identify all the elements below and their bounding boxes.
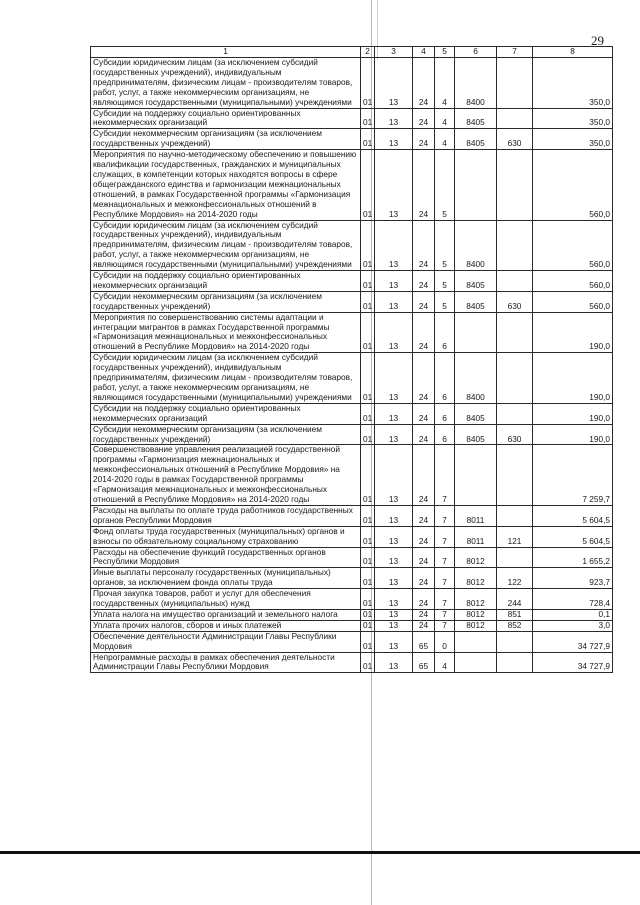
- subprogram-code: 0: [435, 631, 455, 652]
- subsection-code: 13: [375, 620, 413, 631]
- subsection-code: 13: [375, 220, 413, 271]
- subprogram-code: 7: [435, 589, 455, 610]
- column-header: 8: [533, 47, 613, 58]
- table-row: [91, 589, 613, 610]
- expense-type-code: [497, 547, 533, 568]
- subsection-code: 13: [375, 129, 413, 150]
- row-description: Мероприятия по научно-методическому обеспечению и повышению квалификации государственных, гражданских и муниципальных служащих, в компетенции которых находятся вопросы в сфере общегражданского единства и гармонизации межнациональных отношений, в рамках Государственной программы «Гармонизация межнациональных и межконфессиональных отношений в Республике Мордовия» на 2014-2020 годы: [91, 150, 361, 220]
- program-code: 24: [413, 445, 435, 505]
- program-code: 24: [413, 424, 435, 445]
- target-article-code: 8011: [455, 505, 497, 526]
- row-description: Расходы на обеспечение функций государственных органов Республики Мордовия: [91, 547, 361, 568]
- table-row: [91, 403, 613, 424]
- table-row: [91, 631, 613, 652]
- subprogram-code: 6: [435, 312, 455, 353]
- subsection-code: 13: [375, 609, 413, 620]
- amount-cell: 5 604,5: [533, 505, 613, 526]
- expense-type-code: 244: [497, 589, 533, 610]
- section-code: 01: [361, 652, 375, 673]
- subprogram-code: 6: [435, 403, 455, 424]
- target-article-code: 8012: [455, 547, 497, 568]
- target-article-code: [455, 312, 497, 353]
- budget-table: [90, 46, 613, 673]
- amount-cell: 728,4: [533, 589, 613, 610]
- subprogram-code: 4: [435, 129, 455, 150]
- program-code: 24: [413, 312, 435, 353]
- subsection-code: 13: [375, 445, 413, 505]
- amount-cell: 190,0: [533, 353, 613, 404]
- table-row: [91, 424, 613, 445]
- table-row: [91, 526, 613, 547]
- target-article-code: [455, 631, 497, 652]
- row-description: Уплата прочих налогов, сборов и иных платежей: [91, 620, 361, 631]
- section-code: 01: [361, 589, 375, 610]
- subsection-code: 13: [375, 505, 413, 526]
- expense-type-code: 630: [497, 424, 533, 445]
- section-code: 01: [361, 58, 375, 109]
- column-header: 1: [91, 47, 361, 58]
- page-number: 29: [591, 33, 604, 48]
- row-description: Субсидии юридическим лицам (за исключением субсидий государственных учреждений), индивидуальным предпринимателям, физическим лицам - производителям товаров, работ, услуг, а также некоммерческим организациям, не являющимся государственными (муниципальными) учреждениями: [91, 353, 361, 404]
- subprogram-code: 5: [435, 220, 455, 271]
- row-description: Уплата налога на имущество организаций и земельного налога: [91, 609, 361, 620]
- target-article-code: 8012: [455, 609, 497, 620]
- section-code: 01: [361, 424, 375, 445]
- row-description: Совершенствование управления реализацией государственной программы «Гармонизация межнациональных и межконфессиональных отношений в Республике Мордовия» на 2014-2020 годы в рамках Государственной программы «Гармонизация межнациональных и межконфессиональных отношений в Республике Мордовия» на 2014-2020 годы: [91, 445, 361, 505]
- expense-type-code: [497, 312, 533, 353]
- section-code: 01: [361, 271, 375, 292]
- amount-cell: 190,0: [533, 312, 613, 353]
- subsection-code: 13: [375, 58, 413, 109]
- subsection-code: 13: [375, 150, 413, 220]
- subsection-code: 13: [375, 108, 413, 129]
- table-row: [91, 620, 613, 631]
- amount-cell: 350,0: [533, 58, 613, 109]
- section-code: 01: [361, 609, 375, 620]
- amount-cell: 560,0: [533, 150, 613, 220]
- expense-type-code: [497, 271, 533, 292]
- program-code: 24: [413, 547, 435, 568]
- section-code: 01: [361, 220, 375, 271]
- expense-type-code: 852: [497, 620, 533, 631]
- subprogram-code: 7: [435, 609, 455, 620]
- section-code: 01: [361, 403, 375, 424]
- target-article-code: 8405: [455, 271, 497, 292]
- subprogram-code: 4: [435, 108, 455, 129]
- subprogram-code: 7: [435, 568, 455, 589]
- subsection-code: 13: [375, 403, 413, 424]
- target-article-code: 8400: [455, 220, 497, 271]
- row-description: Субсидии юридическим лицам (за исключением субсидий государственных учреждений), индивидуальным предпринимателям, физическим лицам - производителям товаров, работ, услуг, а также некоммерческим организациям, не являющимся государственными (муниципальными) учреждениями: [91, 58, 361, 109]
- row-description: Расходы на выплаты по оплате труда работников государственных органов Республики Мордовия: [91, 505, 361, 526]
- program-code: 24: [413, 589, 435, 610]
- amount-cell: 560,0: [533, 291, 613, 312]
- expense-type-code: [497, 220, 533, 271]
- target-article-code: 8405: [455, 424, 497, 445]
- section-code: 01: [361, 445, 375, 505]
- target-article-code: [455, 445, 497, 505]
- section-code: 01: [361, 291, 375, 312]
- table-row: [91, 445, 613, 505]
- subsection-code: 13: [375, 271, 413, 292]
- subsection-code: 13: [375, 652, 413, 673]
- subprogram-code: 6: [435, 424, 455, 445]
- subprogram-code: 5: [435, 150, 455, 220]
- row-description: Субсидии некоммерческим организациям (за исключением государственных учреждений): [91, 291, 361, 312]
- expense-type-code: 851: [497, 609, 533, 620]
- expense-type-code: 630: [497, 129, 533, 150]
- section-code: 01: [361, 568, 375, 589]
- amount-cell: 350,0: [533, 108, 613, 129]
- row-description: Мероприятия по совершенствованию системы адаптации и интеграции мигрантов в рамках Государственной программы «Гармонизация межнациональных и межконфессиональных отношений в Республике Мордовия» на 2014-2020 годы: [91, 312, 361, 353]
- table-row: [91, 129, 613, 150]
- amount-cell: 923,7: [533, 568, 613, 589]
- subsection-code: 13: [375, 291, 413, 312]
- program-code: 24: [413, 150, 435, 220]
- table-row: [91, 353, 613, 404]
- subsection-code: 13: [375, 353, 413, 404]
- subprogram-code: 6: [435, 353, 455, 404]
- program-code: 24: [413, 609, 435, 620]
- amount-cell: 560,0: [533, 271, 613, 292]
- program-code: 24: [413, 291, 435, 312]
- program-code: 24: [413, 129, 435, 150]
- program-code: 24: [413, 271, 435, 292]
- target-article-code: 8400: [455, 58, 497, 109]
- page-bottom-rule: [0, 851, 640, 854]
- program-code: 65: [413, 652, 435, 673]
- row-description: Иные выплаты персоналу государственных (муниципальных) органов, за исключением фонда оплаты труда: [91, 568, 361, 589]
- amount-cell: 7 259,7: [533, 445, 613, 505]
- table-row: [91, 568, 613, 589]
- row-description: Субсидии на поддержку социально ориентированных некоммерческих организаций: [91, 271, 361, 292]
- expense-type-code: 122: [497, 568, 533, 589]
- target-article-code: 8012: [455, 589, 497, 610]
- subprogram-code: 7: [435, 620, 455, 631]
- subprogram-code: 4: [435, 58, 455, 109]
- table-row: [91, 220, 613, 271]
- table-row: [91, 609, 613, 620]
- subsection-code: 13: [375, 568, 413, 589]
- subsection-code: 13: [375, 589, 413, 610]
- subsection-code: 13: [375, 526, 413, 547]
- table-row: [91, 150, 613, 220]
- amount-cell: 190,0: [533, 424, 613, 445]
- target-article-code: 8405: [455, 129, 497, 150]
- expense-type-code: [497, 58, 533, 109]
- expense-type-code: 121: [497, 526, 533, 547]
- expense-type-code: [497, 631, 533, 652]
- section-code: 01: [361, 312, 375, 353]
- section-code: 01: [361, 505, 375, 526]
- program-code: 24: [413, 353, 435, 404]
- program-code: 24: [413, 620, 435, 631]
- program-code: 24: [413, 108, 435, 129]
- subprogram-code: 7: [435, 547, 455, 568]
- expense-type-code: [497, 353, 533, 404]
- table-header-row: [91, 47, 613, 58]
- column-header: 5: [435, 47, 455, 58]
- subprogram-code: 7: [435, 526, 455, 547]
- table-row: [91, 271, 613, 292]
- program-code: 24: [413, 403, 435, 424]
- target-article-code: 8011: [455, 526, 497, 547]
- column-header: 3: [375, 47, 413, 58]
- section-code: 01: [361, 150, 375, 220]
- table-row: [91, 547, 613, 568]
- subsection-code: 13: [375, 631, 413, 652]
- row-description: Обеспечение деятельности Администрации Главы Республики Мордовия: [91, 631, 361, 652]
- target-article-code: 8012: [455, 620, 497, 631]
- expense-type-code: [497, 505, 533, 526]
- expense-type-code: [497, 445, 533, 505]
- target-article-code: 8405: [455, 108, 497, 129]
- amount-cell: 3,0: [533, 620, 613, 631]
- subprogram-code: 4: [435, 652, 455, 673]
- amount-cell: 190,0: [533, 403, 613, 424]
- amount-cell: 1 655,2: [533, 547, 613, 568]
- target-article-code: 8012: [455, 568, 497, 589]
- program-code: 24: [413, 220, 435, 271]
- row-description: Субсидии некоммерческим организациям (за исключением государственных учреждений): [91, 424, 361, 445]
- program-code: 24: [413, 58, 435, 109]
- column-header: 2: [361, 47, 375, 58]
- table-row: [91, 505, 613, 526]
- amount-cell: 34 727,9: [533, 631, 613, 652]
- amount-cell: 34 727,9: [533, 652, 613, 673]
- row-description: Субсидии на поддержку социально ориентированных некоммерческих организаций: [91, 108, 361, 129]
- target-article-code: 8405: [455, 291, 497, 312]
- subprogram-code: 5: [435, 271, 455, 292]
- expense-type-code: [497, 150, 533, 220]
- subprogram-code: 7: [435, 505, 455, 526]
- table-row: [91, 291, 613, 312]
- row-description: Прочая закупка товаров, работ и услуг для обеспечения государственных (муниципальных) нужд: [91, 589, 361, 610]
- section-code: 01: [361, 547, 375, 568]
- expense-type-code: [497, 652, 533, 673]
- amount-cell: 5 604,5: [533, 526, 613, 547]
- row-description: Непрограммные расходы в рамках обеспечения деятельности Администрации Главы Республики Мордовия: [91, 652, 361, 673]
- table-row: [91, 58, 613, 109]
- row-description: Фонд оплаты труда государственных (муниципальных) органов и взносы по обязательному социальному страхованию: [91, 526, 361, 547]
- column-header: 6: [455, 47, 497, 58]
- section-code: 01: [361, 631, 375, 652]
- expense-type-code: 630: [497, 291, 533, 312]
- program-code: 24: [413, 568, 435, 589]
- program-code: 24: [413, 505, 435, 526]
- column-header: 7: [497, 47, 533, 58]
- subsection-code: 13: [375, 547, 413, 568]
- section-code: 01: [361, 129, 375, 150]
- row-description: Субсидии юридическим лицам (за исключением субсидий государственных учреждений), индивидуальным предпринимателям, физическим лицам - производителям товаров, работ, услуг, а также некоммерческим организациям, не являющимся государственными (муниципальными) учреждениями: [91, 220, 361, 271]
- program-code: 24: [413, 526, 435, 547]
- row-description: Субсидии на поддержку социально ориентированных некоммерческих организаций: [91, 403, 361, 424]
- row-description: Субсидии некоммерческим организациям (за исключением государственных учреждений): [91, 129, 361, 150]
- subsection-code: 13: [375, 312, 413, 353]
- expense-type-code: [497, 403, 533, 424]
- amount-cell: 0,1: [533, 609, 613, 620]
- amount-cell: 560,0: [533, 220, 613, 271]
- table-row: [91, 108, 613, 129]
- target-article-code: [455, 652, 497, 673]
- expense-type-code: [497, 108, 533, 129]
- column-header: 4: [413, 47, 435, 58]
- section-code: 01: [361, 353, 375, 404]
- target-article-code: 8405: [455, 403, 497, 424]
- section-code: 01: [361, 526, 375, 547]
- section-code: 01: [361, 108, 375, 129]
- table-row: [91, 312, 613, 353]
- program-code: 65: [413, 631, 435, 652]
- subsection-code: 13: [375, 424, 413, 445]
- subprogram-code: 7: [435, 445, 455, 505]
- target-article-code: 8400: [455, 353, 497, 404]
- amount-cell: 350,0: [533, 129, 613, 150]
- target-article-code: [455, 150, 497, 220]
- table-row: [91, 652, 613, 673]
- section-code: 01: [361, 620, 375, 631]
- subprogram-code: 5: [435, 291, 455, 312]
